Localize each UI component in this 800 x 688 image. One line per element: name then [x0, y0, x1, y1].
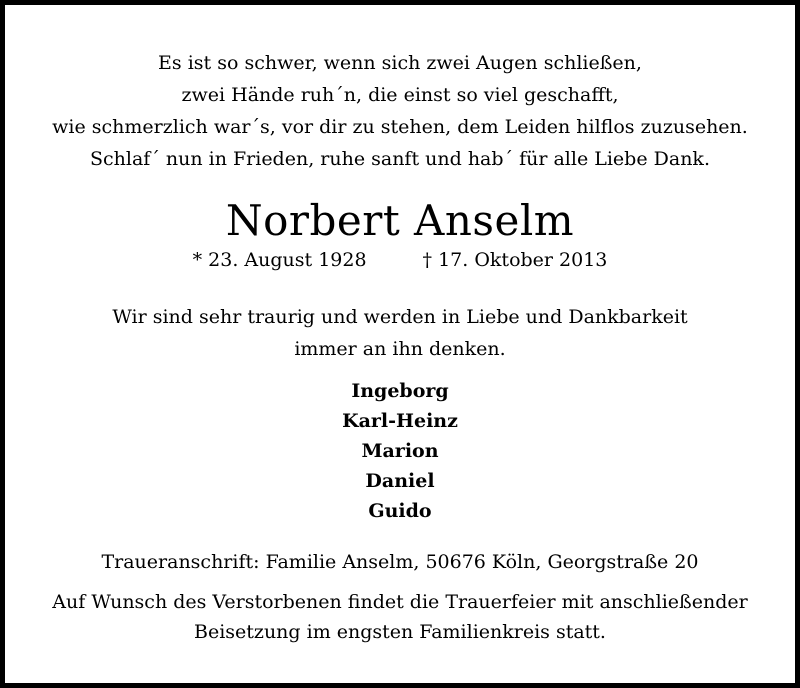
- message-line-1: Wir sind sehr traurig und werden in Liebe und Dankbarkeit: [112, 306, 688, 328]
- notice-line-2: Beisetzung im engsten Familienkreis statt.: [194, 621, 606, 643]
- poem-line-2: zwei Hände ruh´n, die einst so viel geschafft,: [181, 84, 619, 106]
- message-line-2: immer an ihn denken.: [294, 338, 506, 360]
- family-member: Guido: [368, 500, 432, 522]
- death-date: † 17. Oktober 2013: [422, 249, 608, 271]
- deceased-name: Norbert Anselm: [225, 196, 575, 245]
- poem-line-1: Es ist so schwer, wenn sich zwei Augen schließen,: [158, 52, 642, 74]
- family-member: Ingeborg: [351, 380, 449, 402]
- family-members: [5, 376, 795, 526]
- notice-line-1: Auf Wunsch des Verstorbenen findet die Trauerfeier mit anschließender: [52, 591, 748, 613]
- poem-line-4: Schlaf´ nun in Frieden, ruhe sanft und hab´ für alle Liebe Dank.: [90, 148, 710, 170]
- birth-date: * 23. August 1928: [192, 249, 367, 271]
- mourning-address: Traueranschrift: Familie Anselm, 50676 Köln, Georgstraße 20: [101, 551, 699, 573]
- life-dates: [5, 248, 795, 272]
- family-member: Daniel: [365, 470, 435, 492]
- family-member: Karl-Heinz: [342, 410, 458, 432]
- family-member: Marion: [361, 440, 439, 462]
- poem-line-3: wie schmerzlich war´s, vor dir zu stehen, dem Leiden hilflos zuzusehen.: [52, 116, 748, 138]
